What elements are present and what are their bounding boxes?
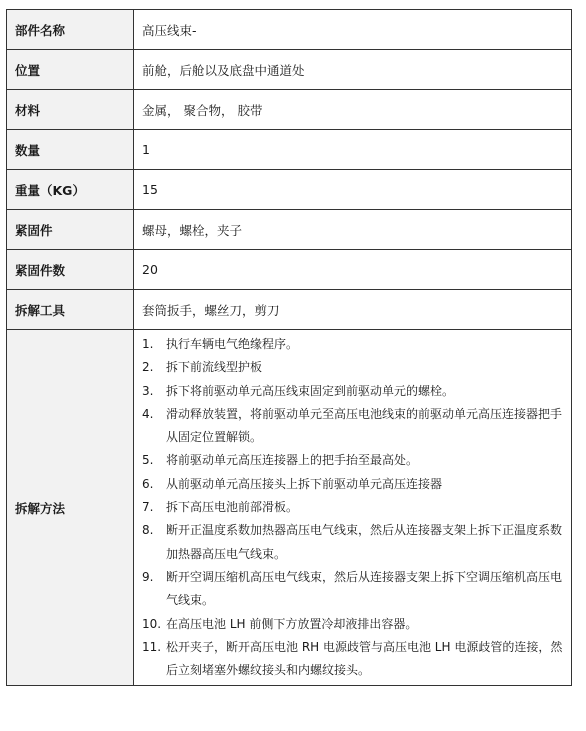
field-value-material: 金属， 聚合物， 胶带 [134,90,572,130]
field-value-location: 前舱，后舱以及底盘中通道处 [134,50,572,90]
field-label-weight: 重量（KG） [7,170,134,210]
table-row [7,170,572,210]
step-number: 8. [142,523,154,538]
step-text: 断开正温度系数加热器高压电气线束，然后从连接器支架上拆下正温度系数加热器高压电气线束。 [166,523,563,561]
step-number: 1. [142,337,154,351]
method-step [142,449,571,472]
table-row [7,290,572,330]
step-number: 5. [142,453,154,468]
field-value-part-name: 高压线束- [134,10,572,50]
field-label-method: 拆解方法 [7,330,134,686]
table-row-method [7,330,572,686]
step-text: 断开空调压缩机高压电气线束，然后从连接器支架上拆下空调压缩机高压电气线束。 [166,569,563,608]
table-row [7,10,572,50]
field-label-quantity: 数量 [7,130,134,170]
field-value-weight: 15 [134,170,572,210]
step-number: 9. [142,569,154,584]
method-step [142,636,571,683]
field-label-fastener-count: 紧固件数 [7,250,134,290]
method-step [142,496,571,519]
step-number: 6. [142,476,154,491]
step-number: 4. [142,406,154,421]
method-step [142,380,571,403]
field-label-material: 材料 [7,90,134,130]
field-value-fastener-count: 20 [134,250,572,290]
step-text: 滑动释放装置，将前驱动单元至高压电池线束的前驱动单元高压连接器把手从固定位置解锁。 [166,406,563,445]
field-label-part-name: 部件名称 [7,10,134,50]
table-row [7,130,572,170]
part-spec-table [6,9,572,686]
step-text: 将前驱动单元高压连接器上的把手抬至最高处。 [166,453,419,468]
method-step [142,356,571,379]
step-text: 拆下将前驱动单元高压线束固定到前驱动单元的螺栓。 [166,383,455,398]
step-text: 松开夹子，断开高压电池 RH 电源歧管与高压电池 LH 电源歧管的连接，然后立刻堵塞外螺纹接头和内螺纹接头。 [166,639,563,678]
method-step [142,613,571,636]
field-label-location: 位置 [7,50,134,90]
step-number: 7. [142,500,154,515]
step-number: 2. [142,360,154,375]
method-step [142,403,571,450]
step-text: 从前驱动单元高压接头上拆下前驱动单元高压连接器 [166,476,443,491]
table-row [7,250,572,290]
method-step [142,566,571,613]
method-step [142,333,571,356]
step-number: 11. [142,639,162,654]
field-label-tools: 拆解工具 [7,290,134,330]
field-value-quantity: 1 [134,130,572,170]
step-text: 拆下前流线型护板 [166,360,263,375]
step-text: 执行车辆电气绝缘程序。 [166,337,299,351]
field-label-fasteners: 紧固件 [7,210,134,250]
field-value-fasteners: 螺母，螺栓，夹子 [134,210,572,250]
step-text: 在高压电池 LH 前侧下方放置冷却液排出容器。 [166,616,418,631]
step-text: 拆下高压电池前部滑板。 [166,500,299,515]
table-row [7,50,572,90]
step-number: 10. [142,616,162,631]
table-row [7,90,572,130]
table-row [7,210,572,250]
method-step [142,519,571,566]
method-step [142,473,571,496]
field-value-tools: 套筒扳手，螺丝刀，剪刀 [134,290,572,330]
method-steps-list [142,333,571,682]
field-value-method [134,330,572,686]
step-number: 3. [142,383,154,398]
